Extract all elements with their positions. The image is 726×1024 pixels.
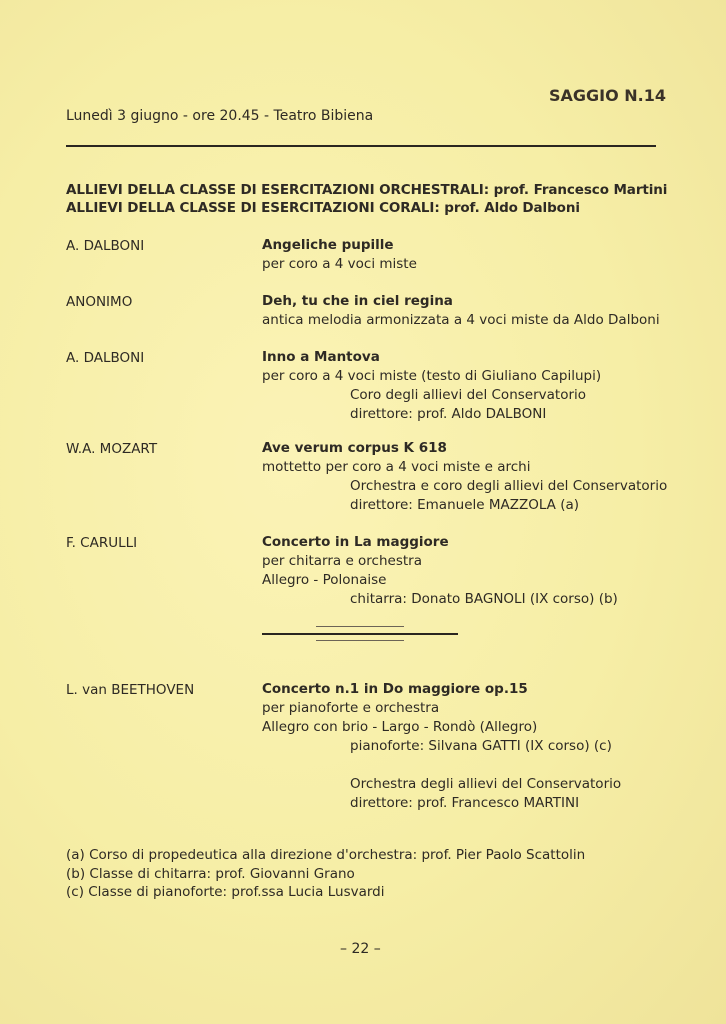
work-title: Concerto in La maggiore (262, 534, 449, 550)
program-entry (262, 292, 660, 330)
program-entry (262, 439, 667, 515)
soloist-line: pianoforte: Silvana GATTI (IX corso) (c) (350, 738, 612, 754)
work-description: antica melodia armonizzata a 4 voci miste da Aldo Dalboni (262, 312, 660, 328)
footnote-a: (a) Corso di propedeutica alla direzione d'orchestra: prof. Pier Paolo Scattolin (66, 847, 586, 863)
page-number: – 22 – (340, 941, 381, 957)
conductor-line: direttore: Emanuele MAZZOLA (a) (350, 497, 580, 513)
soloist-line: chitarra: Donato BAGNOLI (IX corso) (b) (350, 591, 618, 607)
program-entry (262, 533, 618, 609)
choral-class-header: ALLIEVI DELLA CLASSE DI ESERCITAZIONI CORALI: prof. Aldo Dalboni (66, 200, 580, 216)
saggio-title: SAGGIO N.14 (548, 86, 666, 105)
composer-name: W.A. MOZART (66, 441, 158, 457)
composer-name: A. DALBONI (66, 238, 145, 254)
footnotes (66, 846, 585, 902)
composer-name: F. CARULLI (66, 535, 138, 551)
work-title: Ave verum corpus K 618 (262, 440, 447, 456)
work-description: per chitarra e orchestra (262, 553, 422, 569)
performers-line: Orchestra e coro degli allievi del Conservatorio (350, 478, 668, 494)
orchestral-class-header: ALLIEVI DELLA CLASSE DI ESERCITAZIONI ORCHESTRALI: prof. Francesco Martini (66, 182, 668, 198)
spacer-line (262, 756, 621, 775)
work-description: per coro a 4 voci miste (262, 256, 417, 272)
work-title: Angeliche pupille (262, 237, 394, 253)
work-description: per coro a 4 voci miste (testo di Giuliano Capilupi) (262, 368, 602, 384)
program-entry (262, 680, 621, 813)
conductor-line: direttore: prof. Francesco MARTINI (350, 795, 580, 811)
footnote-b: (b) Classe di chitarra: prof. Giovanni Grano (66, 865, 355, 882)
intermission-divider (262, 633, 458, 635)
composer-name: ANONIMO (66, 294, 133, 310)
work-description: mottetto per coro a 4 voci miste e archi (262, 459, 531, 475)
work-movements: Allegro - Polonaise (262, 572, 387, 588)
composer-name: A. DALBONI (66, 350, 145, 366)
intermission-ornament-line (316, 640, 404, 641)
work-title: Inno a Mantova (262, 349, 380, 365)
conductor-line: direttore: prof. Aldo DALBONI (350, 406, 547, 422)
work-description: per pianoforte e orchestra (262, 700, 440, 716)
program-entry (262, 236, 417, 274)
intermission-ornament-line (316, 626, 404, 627)
work-title: Concerto n.1 in Do maggiore op.15 (262, 681, 528, 697)
composer-name: L. van BEETHOVEN (66, 682, 195, 698)
footnote-c: (c) Classe di pianoforte: prof.ssa Lucia Lusvardi (66, 884, 385, 900)
work-movements: Allegro con brio - Largo - Rondò (Allegro) (262, 719, 538, 735)
program-entry (262, 348, 601, 424)
performers-line: Coro degli allievi del Conservatorio (350, 387, 587, 403)
performers-line: Orchestra degli allievi del Conservatorio (350, 776, 622, 792)
header-divider (66, 145, 656, 147)
date-line: Lunedì 3 giugno - ore 20.45 - Teatro Bibiena (66, 108, 374, 124)
work-title: Deh, tu che in ciel regina (262, 293, 453, 309)
